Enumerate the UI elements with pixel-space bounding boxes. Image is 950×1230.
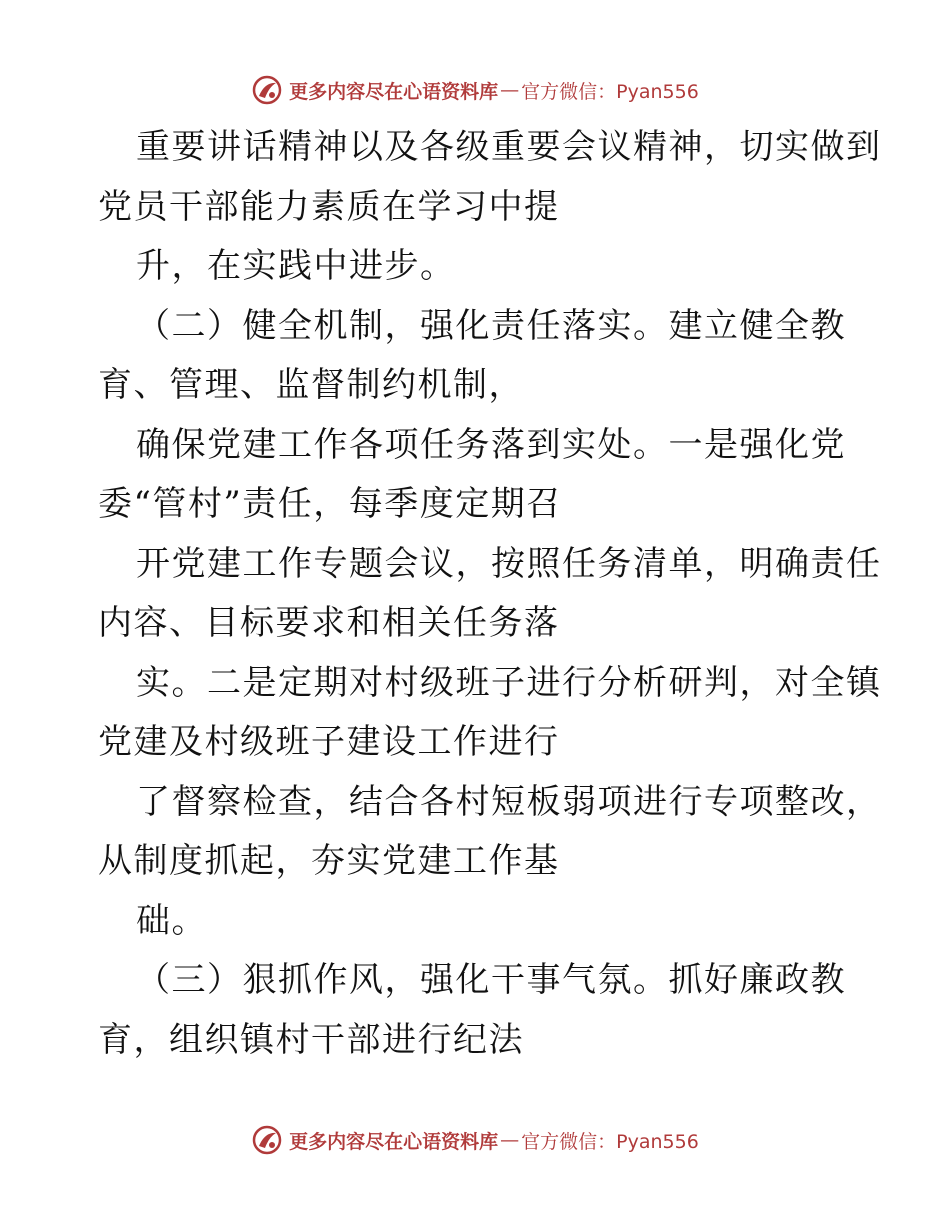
banner-contact: 官方微信：Pyan556 bbox=[521, 1130, 699, 1153]
banner-separator: — bbox=[500, 79, 520, 101]
banner-contact: 官方微信：Pyan556 bbox=[521, 80, 699, 103]
text-line: 升，在实践中进步。 bbox=[136, 246, 456, 286]
text-line: 开党建工作专题会议，按照任务清单，明确责任 bbox=[136, 543, 882, 584]
banner-title: 更多内容尽在心语资料库 bbox=[289, 80, 499, 103]
banner-separator: — bbox=[500, 1129, 520, 1151]
text-line: 础。 bbox=[136, 900, 207, 941]
text-line: 委“管村”责任，每季度定期召 bbox=[98, 484, 562, 524]
text-line: 确保党建工作各项任务落到实处。一是强化党 bbox=[136, 424, 846, 465]
text-line: 党建及村级班子建设工作进行 bbox=[98, 722, 560, 762]
text-line: 党员干部能力素质在学习中提 bbox=[98, 186, 560, 227]
text-line: 育，组织镇村干部进行纪法 bbox=[98, 1019, 524, 1060]
text-line: 从制度抓起，夯实党建工作基 bbox=[98, 841, 560, 881]
text-line: 内容、目标要求和相关任务落 bbox=[98, 603, 560, 643]
text-line: 了督察检查，结合各村短板弱项进行专项整改， bbox=[136, 781, 882, 822]
header-watermark-banner bbox=[0, 70, 950, 110]
logo-icon bbox=[251, 74, 283, 106]
text-line: 实。二是定期对村级班子进行分析研判，对全镇 bbox=[136, 662, 882, 703]
text-line: （二）健全机制，强化责任落实。建立健全教 bbox=[136, 305, 846, 346]
text-line: 育、管理、监督制约机制， bbox=[98, 365, 524, 405]
logo-icon bbox=[251, 1124, 283, 1156]
document-body bbox=[98, 118, 882, 1070]
text-line: （三）狠抓作风，强化干事气氛。抓好廉政教 bbox=[136, 960, 846, 1000]
banner-title: 更多内容尽在心语资料库 bbox=[289, 1130, 499, 1153]
text-line: 重要讲话精神以及各级重要会议精神，切实做到 bbox=[136, 127, 882, 167]
footer-watermark-banner bbox=[0, 1120, 950, 1160]
